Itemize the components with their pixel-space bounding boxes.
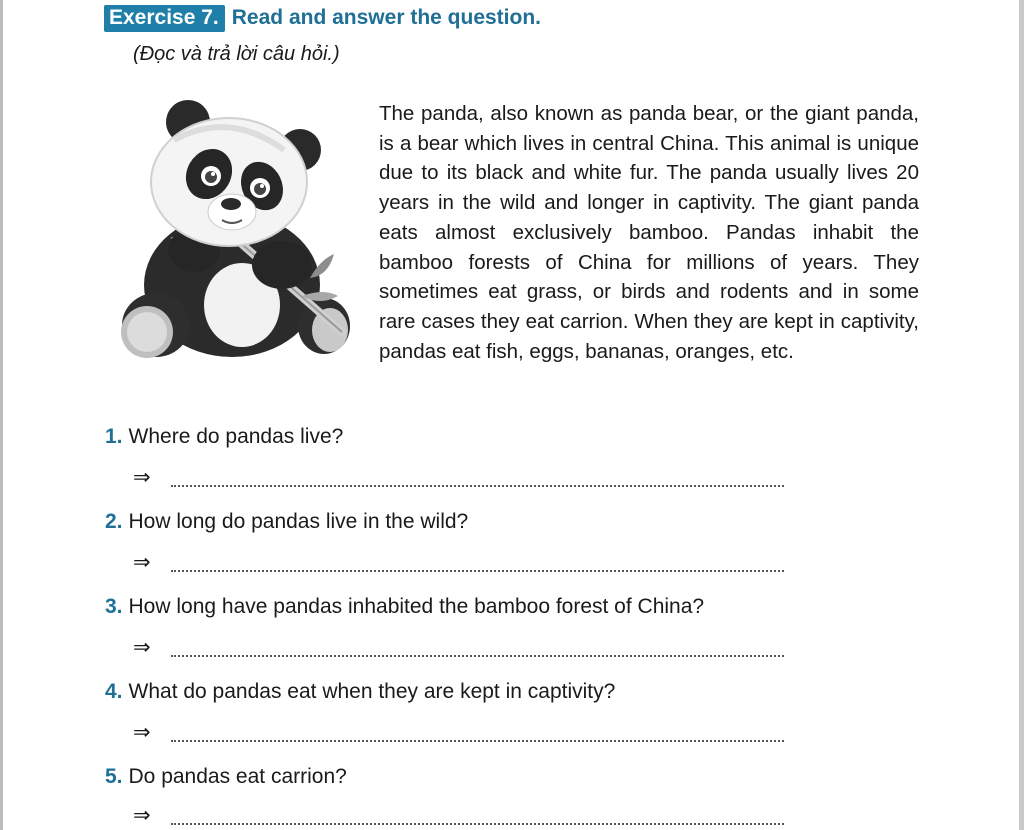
question-4 — [105, 680, 615, 704]
question-number: 1. — [105, 425, 123, 448]
reading-passage: The panda, also known as panda bear, or the giant panda, is a bear which lives in central China. This animal is unique due to its black and white fur. The panda usually lives 20 years in the wild and longer in captivity. The giant panda eats almost exclusively bamboo. Pandas inhabit the bamboo forests of China for millions of years. They sometimes eat grass, or birds and rodents and in some rare cases they eat carrion. When they are kept in captivity, pandas eat fish, eggs, bananas, oranges, etc. — [379, 102, 919, 363]
question-1 — [105, 425, 343, 449]
question-5 — [105, 765, 347, 789]
arrow-icon: ⇒ — [133, 551, 151, 574]
question-number: 2. — [105, 510, 123, 533]
page-frame-left — [0, 0, 3, 830]
question-text: Where do pandas live? — [128, 425, 344, 448]
exercise-title: Read and answer the question. — [231, 6, 541, 29]
question-number: 4. — [105, 680, 123, 703]
page-frame-right — [1019, 0, 1024, 830]
answer-line-3[interactable] — [133, 636, 784, 660]
dotted-answer-line[interactable] — [171, 740, 784, 742]
exercise-header — [104, 4, 541, 32]
question-3 — [105, 595, 704, 619]
panda-illustration-icon — [114, 100, 354, 370]
question-text: How long have pandas inhabited the bamboo forest of China? — [128, 595, 705, 618]
exercise-badge: Exercise 7. — [104, 5, 225, 32]
dotted-answer-line[interactable] — [171, 570, 784, 572]
question-2 — [105, 510, 468, 534]
question-text: How long do pandas live in the wild? — [128, 510, 469, 533]
answer-line-5[interactable] — [133, 804, 784, 828]
arrow-icon: ⇒ — [133, 466, 151, 489]
answer-line-2[interactable] — [133, 551, 784, 575]
dotted-answer-line[interactable] — [171, 823, 784, 825]
question-text: What do pandas eat when they are kept in captivity? — [128, 680, 616, 703]
arrow-icon: ⇒ — [133, 804, 151, 827]
answer-line-1[interactable] — [133, 466, 784, 490]
arrow-icon: ⇒ — [133, 721, 151, 744]
arrow-icon: ⇒ — [133, 636, 151, 659]
question-number: 5. — [105, 765, 123, 788]
dotted-answer-line[interactable] — [171, 485, 784, 487]
answer-line-4[interactable] — [133, 721, 784, 745]
question-number: 3. — [105, 595, 123, 618]
question-text: Do pandas eat carrion? — [128, 765, 347, 788]
dotted-answer-line[interactable] — [171, 655, 784, 657]
exercise-subtitle: (Đọc và trả lời câu hỏi.) — [133, 43, 340, 65]
